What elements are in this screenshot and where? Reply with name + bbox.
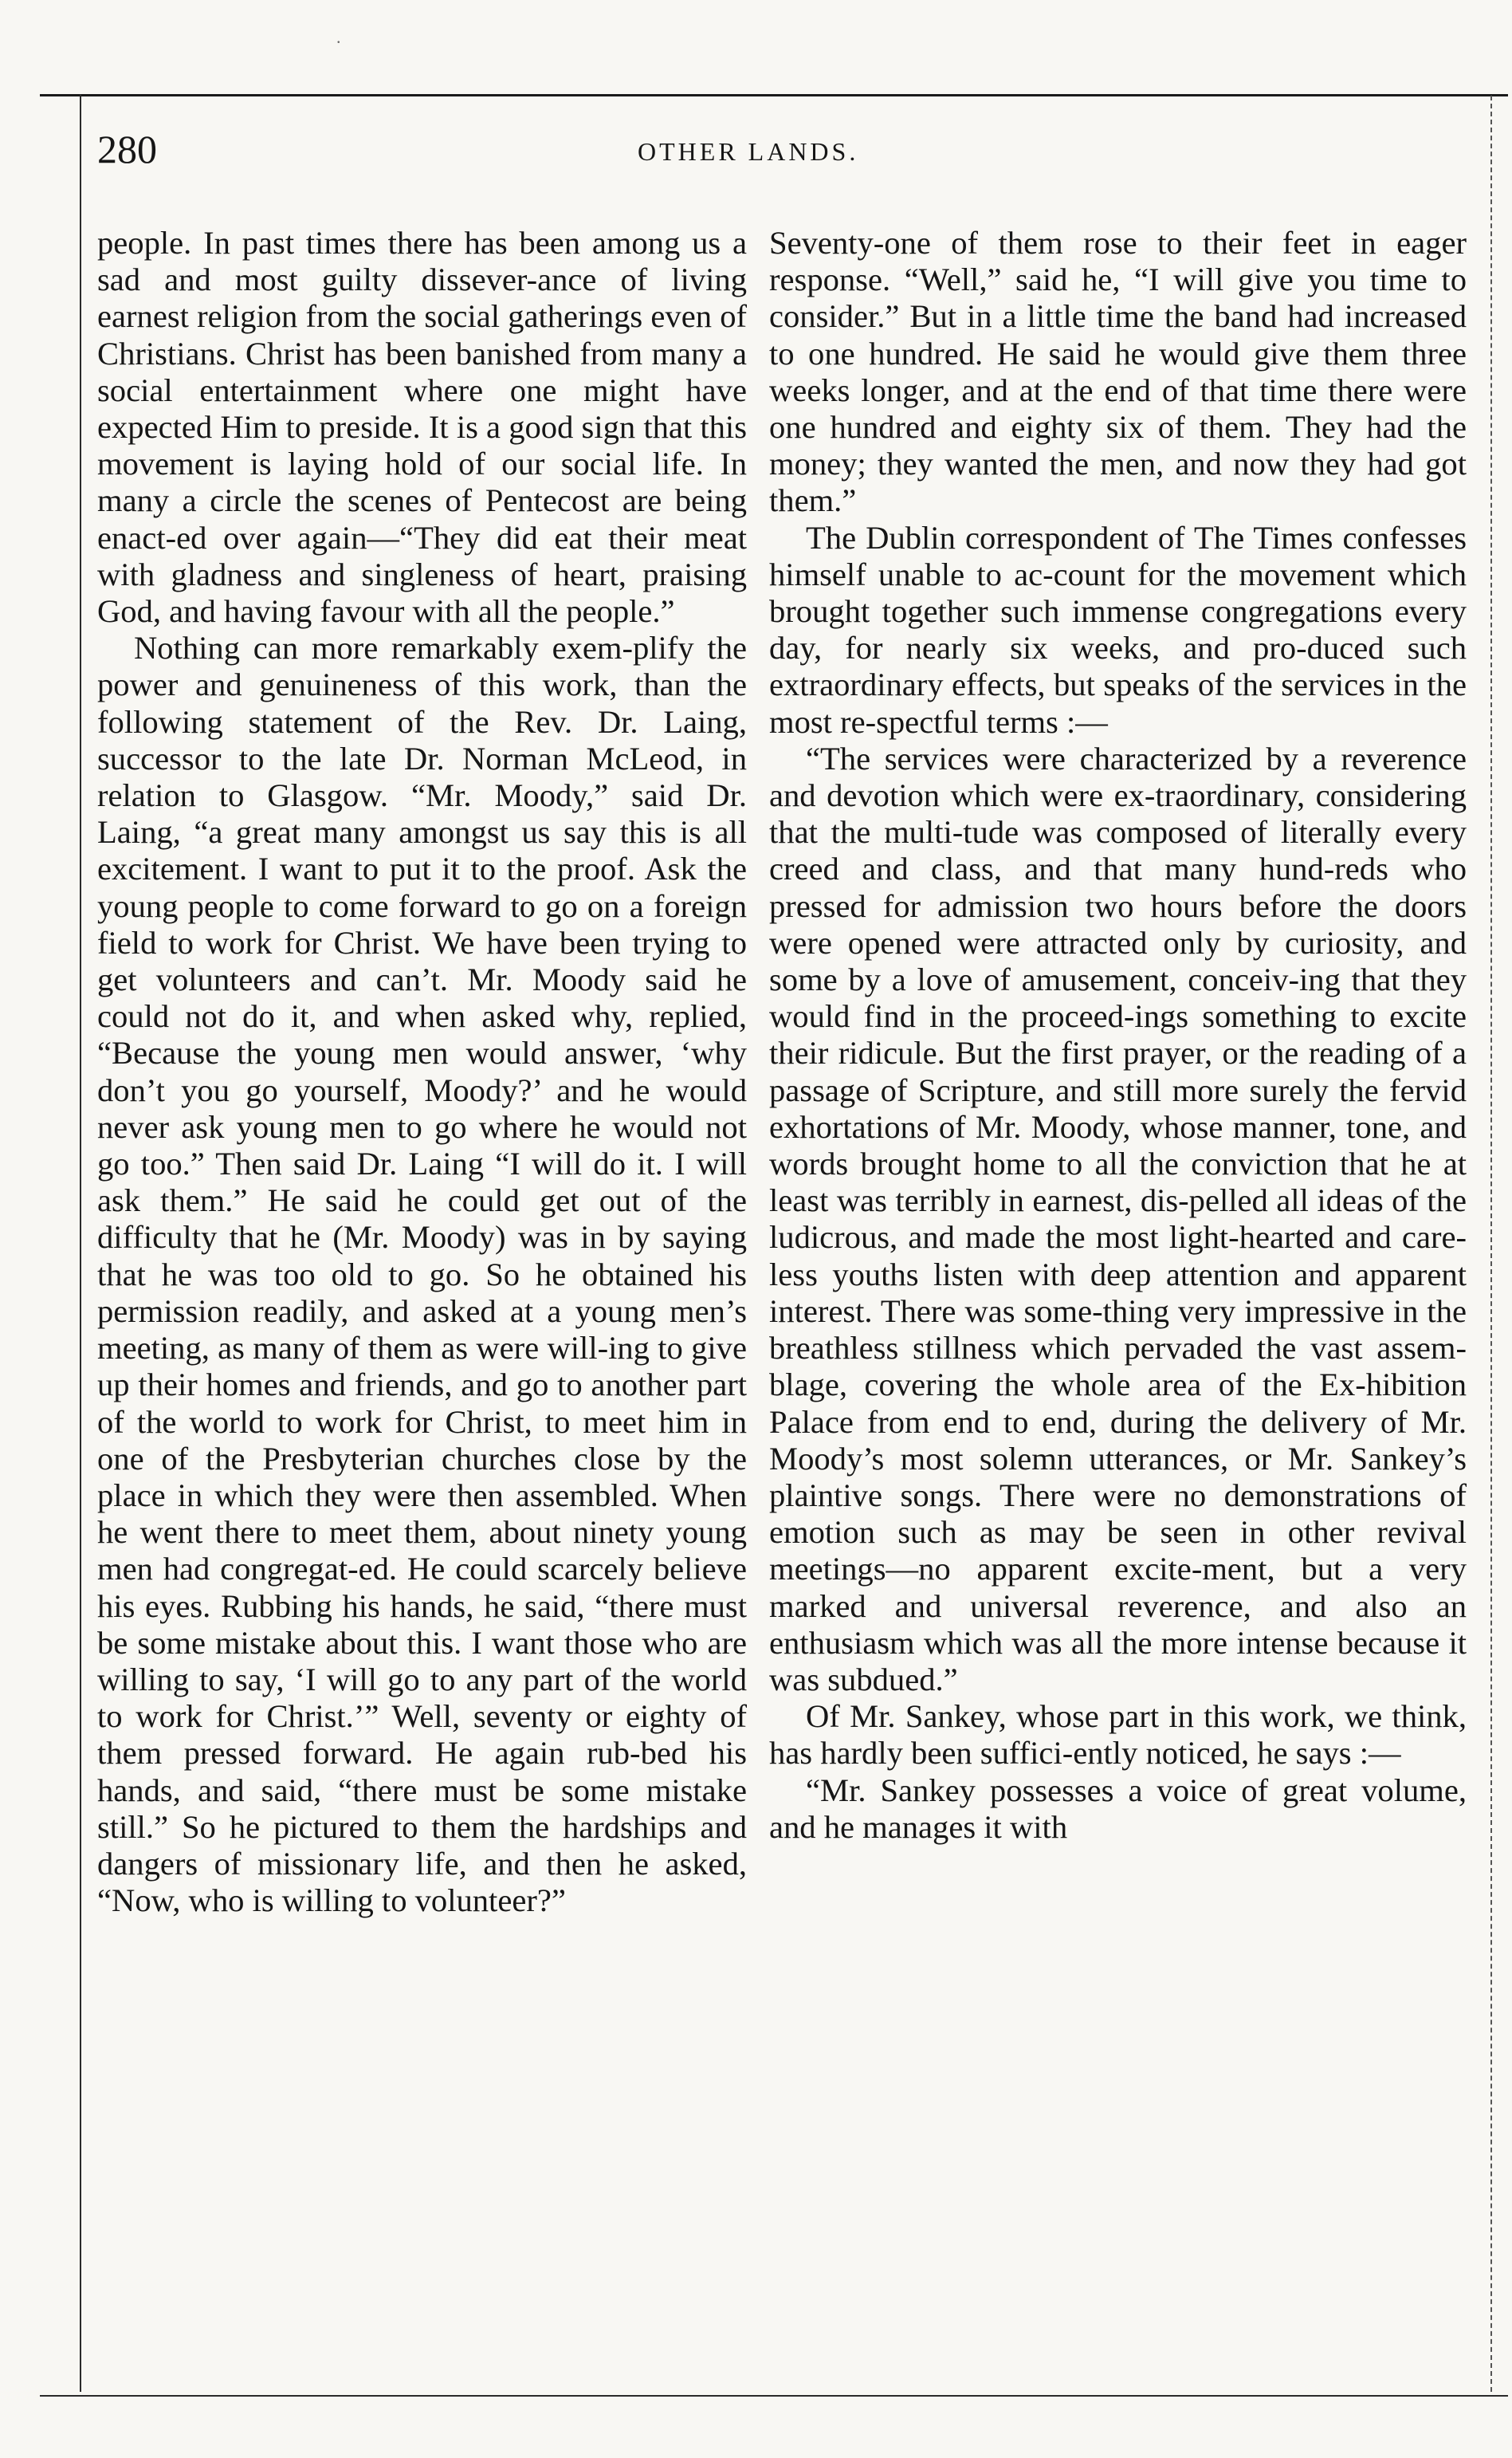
running-head: OTHER LANDS.: [638, 137, 859, 166]
right-rule: [1490, 96, 1492, 2392]
paragraph: Nothing can more remarkably exem-plify the power and genuineness of this work, than the following statement of the Rev. Dr. Laing, successor to the late Dr. Norman McLeod, in relation to Glasgow. “Mr. Moody,” said Dr. Laing, “a great many amongst us say this is all excitement. I want to put it to the proof. Ask the young people to come forward to go on a foreign field to work for Christ. We have been trying to get volunteers and can’t. Mr. Moody said he could not do it, and when asked why, replied, “Because the young men would answer, ‘why don’t you go yourself, Moody?’ and he would never ask young men to go where he would not go too.” Then said Dr. Laing “I will do it. I will ask them.” He said he could get out of the difficulty that he (Mr. Moody) was in by saying that he was too old to go. So he obtained his permission readily, and asked at a young men’s meeting, as many of them as were will-ing to give up their homes and friends, and go to another part of the world to work for Christ, to meet him in one of the Presbyterian churches close by the place in which they were then assembled. When he went there to meet them, about ninety young men had congregat-ed. He could scarcely believe his eyes. Rubbing his hands, he said, “there must be some mistake about this. I want those who are willing to say, ‘I will go to any part of the world to work for Christ.’” Well, seventy or eighty of them pressed forward. He again rub-bed his hands, and said, “there must be some mistake still.” So he pictured to them the hardships and dangers of missionary life, and then he asked, “Now, who is willing to volunteer?”: [97, 630, 747, 1919]
top-rule: [40, 94, 1508, 96]
left-column: [97, 225, 747, 2368]
paragraph: Of Mr. Sankey, whose part in this work, we think, has hardly been suffici-ently noticed, he says :—: [769, 1698, 1467, 1772]
left-rule: [80, 94, 81, 2392]
right-column: [769, 225, 1467, 2368]
quotation-paragraph: “Mr. Sankey possesses a voice of great volume, and he manages it with: [769, 1772, 1467, 1845]
quotation-paragraph: “The services were characterized by a reverence and devotion which were ex-traordinary, considering that the multi-tude was composed of literally every creed and class, and that many hund-reds who pressed for admission two hours before the doors were opened were attracted only by curiosity, and some by a love of amusement, conceiv-ing that they would find in the proceed-ings something to excite their ridicule. But the first prayer, or the reading of a passage of Scripture, and still more surely the fervid exhortations of Mr. Moody, whose manner, tone, and words brought home to all the conviction that he at least was terribly in earnest, dis-pelled all ideas of the ludicrous, and made the most light-hearted and care-less youths listen with deep attention and apparent interest. There was some-thing very impressive in the breathless stillness which pervaded the vast assem-blage, covering the whole area of the Ex-hibition Palace from end to end, during the delivery of Mr. Moody’s most solemn utterances, or Mr. Sankey’s plaintive songs. There were no demonstrations of emotion such as may be seen in other revival meetings—no apparent excite-ment, but a very marked and universal reverence, and also an enthusiasm which was all the more intense because it was subdued.”: [769, 740, 1467, 1697]
paragraph: The Dublin correspondent of The Times confesses himself unable to ac-count for the movement which brought together such immense congregations every day, for nearly six weeks, and pro-duced such extraordinary effects, but speaks of the services in the most re-spectful terms :—: [769, 519, 1467, 740]
bottom-rule: [40, 2395, 1508, 2397]
paragraph: people. In past times there has been among us a sad and most guilty dissever-ance of living earnest religion from the social gatherings even of Christians. Christ has been banished from many a social entertainment where one might have expected Him to preside. It is a good sign that this movement is laying hold of our social life. In many a circle the scenes of Pentecost are being enact-ed over again—“They did eat their meat with gladness and singleness of heart, praising God, and having favour with all the people.”: [97, 225, 747, 630]
page-number: 280: [97, 127, 157, 171]
paragraph: Seventy-one of them rose to their feet in eager response. “Well,” said he, “I will give you time to consider.” But in a little time the band had increased to one hundred. He said he would give them three weeks longer, and at the end of that time there were one hundred and eighty six of them. They had the money; they wanted the men, and now they had got them.”: [769, 225, 1467, 519]
stray-mark: .: [336, 27, 341, 47]
